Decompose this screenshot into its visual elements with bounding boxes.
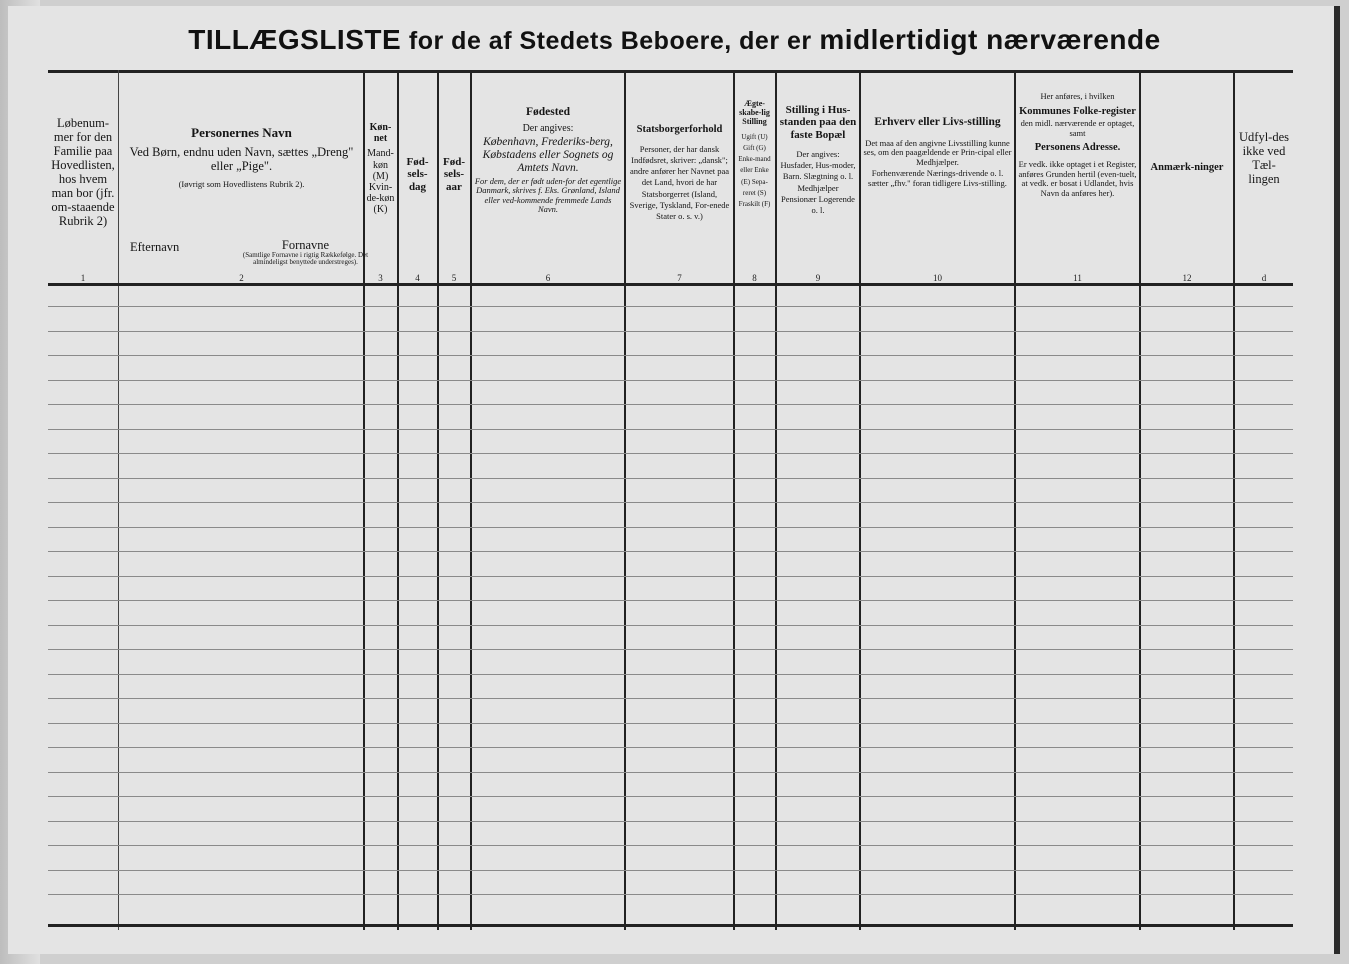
entry-line: [48, 478, 1293, 479]
header-rule: [48, 283, 1293, 286]
col4-header: Fød-sels-dag: [406, 156, 429, 193]
col1-number: 1: [80, 273, 86, 283]
bottom-rule: [48, 924, 1293, 927]
col5-header: Fød-sels-aar: [443, 156, 465, 193]
entry-line: [48, 772, 1293, 773]
col-d-number: d: [1261, 273, 1267, 283]
entry-line: [48, 723, 1293, 724]
col9-number: 9: [815, 273, 821, 283]
col6-header: Fødested Der angives: København, Frederiks-berg, Købstadens eller Sognets og Amtets Navn. For dem, der er født uden-for det egentlige Danmark, skrives f. Eks. Grønland, Island eller ved-kommende fremmede Lands Navn.: [474, 106, 622, 215]
col-divider-4: [437, 70, 439, 930]
col-divider-10: [1014, 70, 1016, 930]
col3-header: Køn-net Mand-køn (M) Kvin-de-køn (K): [366, 122, 395, 216]
col11-header: Her anføres, i hvilken Kommunes Folke-register den midl. nærværende er optaget, samt Personens Adresse. Er vedk. ikke optaget i et Register, anføres Grunden hertil (even-tuelt, at vedk. er bosat i Udlandet, hvis Navn da anføres her).: [1018, 91, 1137, 198]
entry-line: [48, 698, 1293, 699]
top-rule: [48, 70, 1293, 73]
col2-number: 2: [239, 273, 244, 283]
entry-line: [48, 429, 1293, 430]
col-d-header: Udfyl-des ikke ved Tæl-lingen: [1239, 130, 1289, 186]
col12-number: 12: [1182, 273, 1192, 283]
col3-number: 3: [378, 273, 383, 283]
col-divider-1: [118, 70, 119, 930]
col5-number: 5: [451, 273, 457, 283]
col1-header: [48, 116, 118, 228]
entry-line: [48, 649, 1293, 650]
col2-header: [120, 126, 363, 190]
entry-line: [48, 502, 1293, 503]
entry-line: [48, 600, 1293, 601]
entry-line: [48, 380, 1293, 381]
entry-line: [48, 576, 1293, 577]
col-divider-9: [859, 70, 861, 930]
entry-line: [48, 453, 1293, 454]
entry-line: [48, 551, 1293, 552]
entry-line: [48, 625, 1293, 626]
page-title: [0, 24, 1349, 56]
col8-header: Ægte-skabe-lig Stilling Ugift (U) Gift (G) Enke-mand eller Enke (E) Sepa-reret (S) Fraskilt (F): [738, 99, 771, 208]
entry-line: [48, 674, 1293, 675]
entry-line: [48, 747, 1293, 748]
entry-line: [48, 894, 1293, 895]
col-divider-3: [397, 70, 399, 930]
entry-line: [48, 870, 1293, 871]
entry-line: [48, 845, 1293, 846]
col12-header: Anmærk-ninger: [1150, 162, 1224, 173]
col8-number: 8: [752, 273, 757, 283]
entry-line: [48, 404, 1293, 405]
col7-number: 7: [677, 273, 682, 283]
entry-line: [48, 527, 1293, 528]
col-divider-12: [1233, 70, 1235, 930]
col2-surname-label: Efternavn: [130, 240, 180, 254]
title-part2: for de af Stedets Beboere, der er: [408, 27, 812, 55]
col2-text: Ved Børn, endnu uden Navn, sættes „Dreng" eller „Pige".: [129, 144, 354, 173]
col7-header: Statsborgerforhold Personer, der har dansk Indfødsret, skriver: „dansk"; andre anfører her Navnet paa det Land, hvori de har Statsborgerret (Island, Sverige, Tyskland, For-enede Stater o. s. v.): [629, 124, 730, 221]
col9-header: Stilling i Hus-standen paa den faste Bopæl Der angives: Husfader, Hus-moder, Barn. Slægtning o. l. Medhjælper Pensionær Logerende o. l.: [779, 104, 857, 215]
col10-number: 10: [933, 273, 942, 283]
title-part1: TILLÆGSLISTE: [188, 24, 402, 55]
entry-line: [48, 796, 1293, 797]
col10-header: Erhverv eller Livs-stilling Det maa af den angivne Livsstilling kunne ses, om den paagældende er Prin-cipal eller Medhjælper. Forhenværende Nærings-drivende o. l. sætter „fhv." foran tidligere Livs-stilling.: [863, 116, 1012, 188]
col2-firstname-label: Fornavne (Samtlige Fornavne i rigtig Rækkefølge. Det almindeligst benyttede understreges).: [242, 238, 369, 266]
col6-number: 6: [545, 273, 551, 283]
title-part3: midlertidigt nærværende: [819, 24, 1161, 55]
entry-line: [48, 331, 1293, 332]
entry-line: [48, 821, 1293, 822]
col4-number: 4: [415, 273, 420, 283]
col2-note: (Iøvrigt som Hovedlistens Rubrik 2).: [178, 178, 305, 189]
col2-title: Personernes Navn: [191, 125, 292, 140]
entry-line: [48, 355, 1293, 356]
census-table: [48, 70, 1293, 930]
col1-text: Løbenum-mer for den Familie paa Hovedlisten, hos hvem man bor (jfr. om-staaende Rubrik 2): [51, 116, 115, 228]
entry-line: [48, 306, 1293, 307]
col11-number: 11: [1073, 273, 1082, 283]
col-divider-11: [1139, 70, 1141, 930]
